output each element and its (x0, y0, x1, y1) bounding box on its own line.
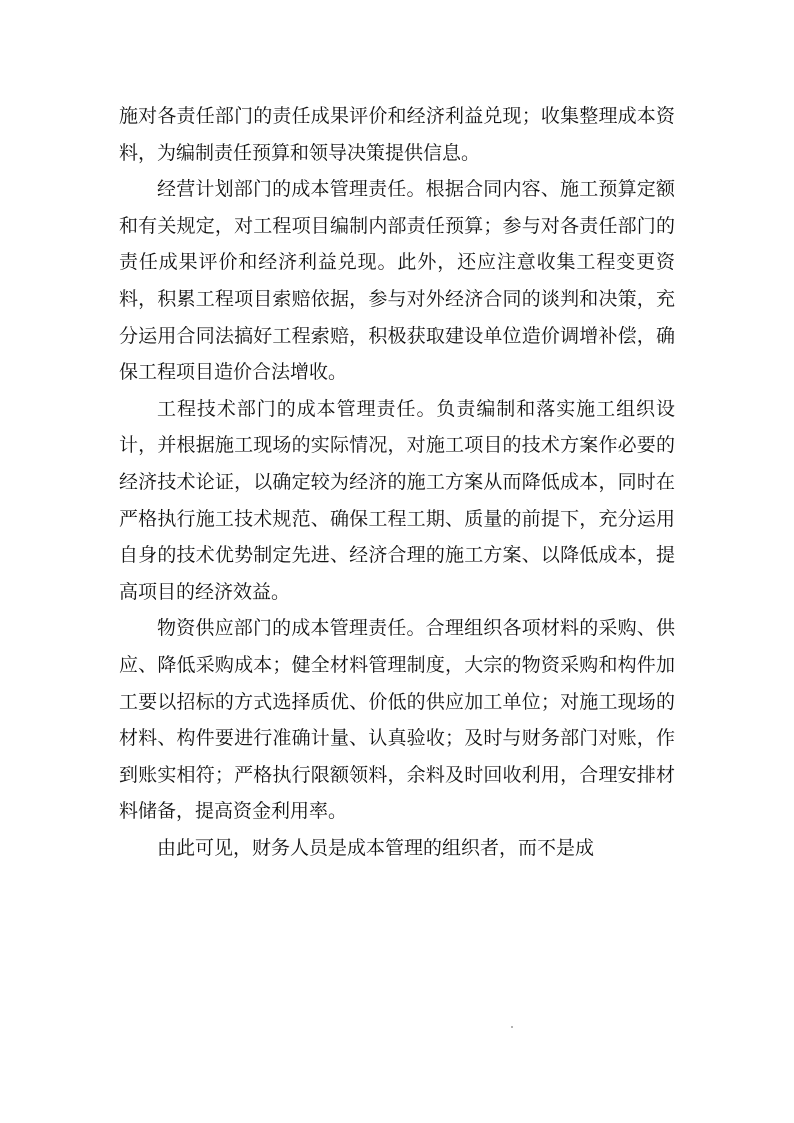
paragraph-conclusion: 由此可见，财务人员是成本管理的组织者，而不是成 (157, 836, 595, 859)
paragraph-engineering-technology: 工程技术部门的成本管理责任。负责编制和落实施工组织设计，并根据施工现场的实际情况，对施工项目的技术方案作必要的经济技术论证，以确定较为经济的施工方案从而降低成本，同时在严格执行施工技术规范、确保工程工期、质量的前提下，充分运用自身的技术优势制定先进、经济合理的施工方案、以降低成本，提高项目的经济效益。 (119, 397, 675, 603)
scan-speck (511, 1026, 513, 1028)
paragraph-business-planning: 经营计划部门的成本管理责任。根据合同内容、施工预算定额和有关规定，对工程项目编制内部责任预算；参与对各责任部门的责任成果评价和经济利益兑现。此外，还应注意收集工程变更资料，积累工程项目索赔依据，参与对外经济合同的谈判和决策，充分运用合同法搞好工程索赔，积极获取建设单位造价调增补偿，确保工程项目造价合法增收。 (119, 178, 675, 384)
paragraph-material-supply: 物资供应部门的成本管理责任。合理组织各项材料的采购、供应、降低采购成本；健全材料管理制度，大宗的物资采购和构件加工要以招标的方式选择质优、价低的供应加工单位；对施工现场的材料、构件要进行准确计量、认真验收；及时与财务部门对账，作到账实相符；严格执行限额领料，余料及时回收利用，合理安排材料储备，提高资金利用率。 (119, 617, 675, 823)
document-body (119, 98, 675, 866)
paragraph-continuation: 施对各责任部门的责任成果评价和经济利益兑现；收集整理成本资料，为编制责任预算和领导决策提供信息。 (119, 105, 675, 164)
